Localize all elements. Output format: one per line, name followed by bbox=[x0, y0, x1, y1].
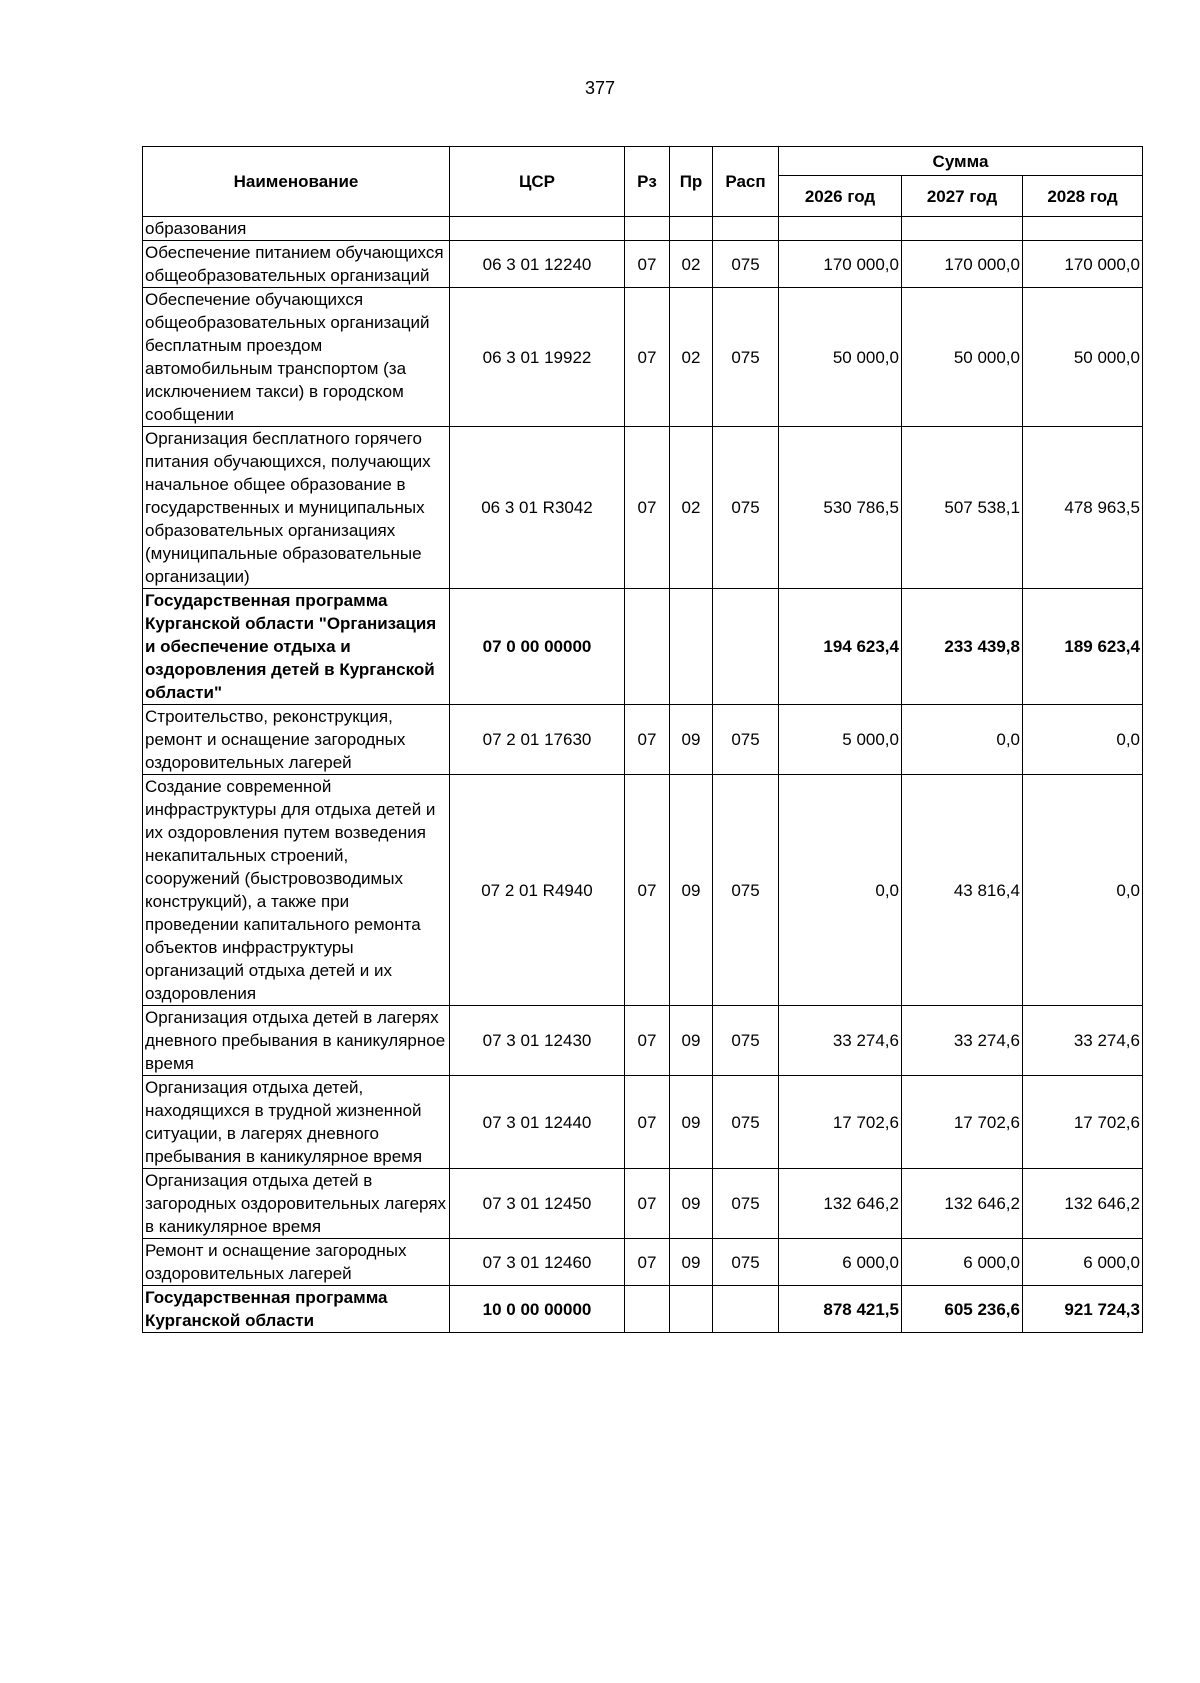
table-row bbox=[143, 1239, 1143, 1286]
row-rz-cell bbox=[625, 217, 670, 241]
row-pr-cell: 09 bbox=[670, 1169, 713, 1239]
table-row bbox=[143, 1169, 1143, 1239]
row-amount-2028: 50 000,0 bbox=[1023, 288, 1143, 427]
row-rasp-cell: 075 bbox=[713, 775, 779, 1006]
row-amount-2026: 33 274,6 bbox=[779, 1006, 902, 1076]
row-rz-cell: 07 bbox=[625, 705, 670, 775]
row-amount-2026: 5 000,0 bbox=[779, 705, 902, 775]
header-sum: Сумма bbox=[779, 147, 1143, 176]
row-amount-2027: 605 236,6 bbox=[902, 1286, 1023, 1333]
row-amount-2027: 17 702,6 bbox=[902, 1076, 1023, 1169]
header-rasp: Расп bbox=[713, 147, 779, 217]
row-amount-2027: 43 816,4 bbox=[902, 775, 1023, 1006]
row-amount-2027: 0,0 bbox=[902, 705, 1023, 775]
row-rz-cell bbox=[625, 1286, 670, 1333]
row-pr-cell bbox=[670, 589, 713, 705]
row-pr-cell: 09 bbox=[670, 1239, 713, 1286]
table-body bbox=[143, 217, 1143, 1333]
header-csr: ЦСР bbox=[450, 147, 625, 217]
row-rasp-cell: 075 bbox=[713, 427, 779, 589]
row-amount-2027: 50 000,0 bbox=[902, 288, 1023, 427]
row-amount-2027: 170 000,0 bbox=[902, 241, 1023, 288]
row-csr-cell: 07 2 01 17630 bbox=[450, 705, 625, 775]
row-amount-2026: 0,0 bbox=[779, 775, 902, 1006]
row-name-cell: Строительство, реконструкция, ремонт и оснащение загородных оздоровительных лагерей bbox=[143, 705, 450, 775]
row-rz-cell bbox=[625, 589, 670, 705]
row-name-cell: образования bbox=[143, 217, 450, 241]
row-name-cell: Создание современной инфраструктуры для отдыха детей и их оздоровления путем возведения некапитальных строений, сооружений (быстровозводимых конструкций), а также при проведении капитального ремонта объектов инфраструктуры организаций отдыха детей и их оздоровления bbox=[143, 775, 450, 1006]
table-row bbox=[143, 589, 1143, 705]
row-rasp-cell: 075 bbox=[713, 241, 779, 288]
row-amount-2026: 170 000,0 bbox=[779, 241, 902, 288]
row-pr-cell: 02 bbox=[670, 241, 713, 288]
row-rasp-cell: 075 bbox=[713, 288, 779, 427]
row-name-cell: Обеспечение питанием обучающихся общеобразовательных организаций bbox=[143, 241, 450, 288]
header-2028: 2028 год bbox=[1023, 176, 1143, 217]
row-rz-cell: 07 bbox=[625, 241, 670, 288]
row-rz-cell: 07 bbox=[625, 1239, 670, 1286]
page-number: 377 bbox=[584, 78, 616, 98]
row-rasp-cell bbox=[713, 589, 779, 705]
table-row bbox=[143, 1076, 1143, 1169]
budget-table bbox=[142, 146, 1143, 1333]
row-amount-2028: 132 646,2 bbox=[1023, 1169, 1143, 1239]
row-csr-cell: 07 3 01 12440 bbox=[450, 1076, 625, 1169]
row-csr-cell: 10 0 00 00000 bbox=[450, 1286, 625, 1333]
row-csr-cell: 07 3 01 12460 bbox=[450, 1239, 625, 1286]
header-2027: 2027 год bbox=[902, 176, 1023, 217]
row-csr-cell: 06 3 01 12240 bbox=[450, 241, 625, 288]
table-row bbox=[143, 241, 1143, 288]
row-amount-2028: 6 000,0 bbox=[1023, 1239, 1143, 1286]
row-amount-2028: 189 623,4 bbox=[1023, 589, 1143, 705]
row-name-cell: Организация отдыха детей в лагерях дневного пребывания в каникулярное время bbox=[143, 1006, 450, 1076]
row-rz-cell: 07 bbox=[625, 1076, 670, 1169]
row-amount-2028: 921 724,3 bbox=[1023, 1286, 1143, 1333]
row-name-cell: Организация отдыха детей, находящихся в трудной жизненной ситуации, в лагерях дневного пребывания в каникулярное время bbox=[143, 1076, 450, 1169]
row-name-cell: Организация отдыха детей в загородных оздоровительных лагерях в каникулярное время bbox=[143, 1169, 450, 1239]
row-amount-2026: 194 623,4 bbox=[779, 589, 902, 705]
row-pr-cell: 09 bbox=[670, 1006, 713, 1076]
row-rz-cell: 07 bbox=[625, 288, 670, 427]
row-rasp-cell: 075 bbox=[713, 1006, 779, 1076]
row-name-cell: Государственная программа Курганской области bbox=[143, 1286, 450, 1333]
table-row bbox=[143, 705, 1143, 775]
row-rasp-cell: 075 bbox=[713, 1239, 779, 1286]
row-rasp-cell: 075 bbox=[713, 1169, 779, 1239]
row-csr-cell: 06 3 01 R3042 bbox=[450, 427, 625, 589]
row-amount-2026: 50 000,0 bbox=[779, 288, 902, 427]
row-pr-cell: 09 bbox=[670, 775, 713, 1006]
row-name-cell: Ремонт и оснащение загородных оздоровительных лагерей bbox=[143, 1239, 450, 1286]
table-header bbox=[143, 147, 1143, 217]
table-row bbox=[143, 775, 1143, 1006]
row-amount-2028: 0,0 bbox=[1023, 775, 1143, 1006]
table-row bbox=[143, 1286, 1143, 1333]
row-rasp-cell bbox=[713, 217, 779, 241]
row-csr-cell: 07 3 01 12450 bbox=[450, 1169, 625, 1239]
row-amount-2027 bbox=[902, 217, 1023, 241]
row-amount-2026: 6 000,0 bbox=[779, 1239, 902, 1286]
table-row bbox=[143, 288, 1143, 427]
row-pr-cell bbox=[670, 217, 713, 241]
row-csr-cell bbox=[450, 217, 625, 241]
row-name-cell: Государственная программа Курганской области "Организация и обеспечение отдыха и оздоровления детей в Курганской области" bbox=[143, 589, 450, 705]
table-row bbox=[143, 1006, 1143, 1076]
row-csr-cell: 07 3 01 12430 bbox=[450, 1006, 625, 1076]
header-2026: 2026 год bbox=[779, 176, 902, 217]
row-amount-2026: 878 421,5 bbox=[779, 1286, 902, 1333]
row-amount-2028 bbox=[1023, 217, 1143, 241]
row-amount-2027: 132 646,2 bbox=[902, 1169, 1023, 1239]
row-amount-2027: 233 439,8 bbox=[902, 589, 1023, 705]
table-row bbox=[143, 217, 1143, 241]
row-amount-2026: 132 646,2 bbox=[779, 1169, 902, 1239]
row-amount-2027: 33 274,6 bbox=[902, 1006, 1023, 1076]
row-amount-2028: 478 963,5 bbox=[1023, 427, 1143, 589]
row-rz-cell: 07 bbox=[625, 1169, 670, 1239]
row-pr-cell: 09 bbox=[670, 705, 713, 775]
header-rz: Рз bbox=[625, 147, 670, 217]
row-pr-cell: 02 bbox=[670, 288, 713, 427]
row-pr-cell: 09 bbox=[670, 1076, 713, 1169]
row-amount-2026: 17 702,6 bbox=[779, 1076, 902, 1169]
row-rasp-cell: 075 bbox=[713, 705, 779, 775]
header-name: Наименование bbox=[143, 147, 450, 217]
row-amount-2028: 17 702,6 bbox=[1023, 1076, 1143, 1169]
row-rz-cell: 07 bbox=[625, 1006, 670, 1076]
row-amount-2028: 0,0 bbox=[1023, 705, 1143, 775]
row-amount-2028: 170 000,0 bbox=[1023, 241, 1143, 288]
row-rasp-cell: 075 bbox=[713, 1076, 779, 1169]
row-pr-cell: 02 bbox=[670, 427, 713, 589]
row-csr-cell: 07 0 00 00000 bbox=[450, 589, 625, 705]
row-name-cell: Обеспечение обучающихся общеобразовательных организаций бесплатным проездом автомобильным транспортом (за исключением такси) в городском сообщении bbox=[143, 288, 450, 427]
header-pr: Пр bbox=[670, 147, 713, 217]
row-amount-2027: 507 538,1 bbox=[902, 427, 1023, 589]
row-pr-cell bbox=[670, 1286, 713, 1333]
row-amount-2028: 33 274,6 bbox=[1023, 1006, 1143, 1076]
row-rasp-cell bbox=[713, 1286, 779, 1333]
row-name-cell: Организация бесплатного горячего питания обучающихся, получающих начальное общее образование в государственных и муниципальных образовательных организациях (муниципальные образовательные организации) bbox=[143, 427, 450, 589]
row-rz-cell: 07 bbox=[625, 427, 670, 589]
row-csr-cell: 07 2 01 R4940 bbox=[450, 775, 625, 1006]
row-amount-2027: 6 000,0 bbox=[902, 1239, 1023, 1286]
row-amount-2026: 530 786,5 bbox=[779, 427, 902, 589]
row-amount-2026 bbox=[779, 217, 902, 241]
row-rz-cell: 07 bbox=[625, 775, 670, 1006]
table-row bbox=[143, 427, 1143, 589]
row-csr-cell: 06 3 01 19922 bbox=[450, 288, 625, 427]
